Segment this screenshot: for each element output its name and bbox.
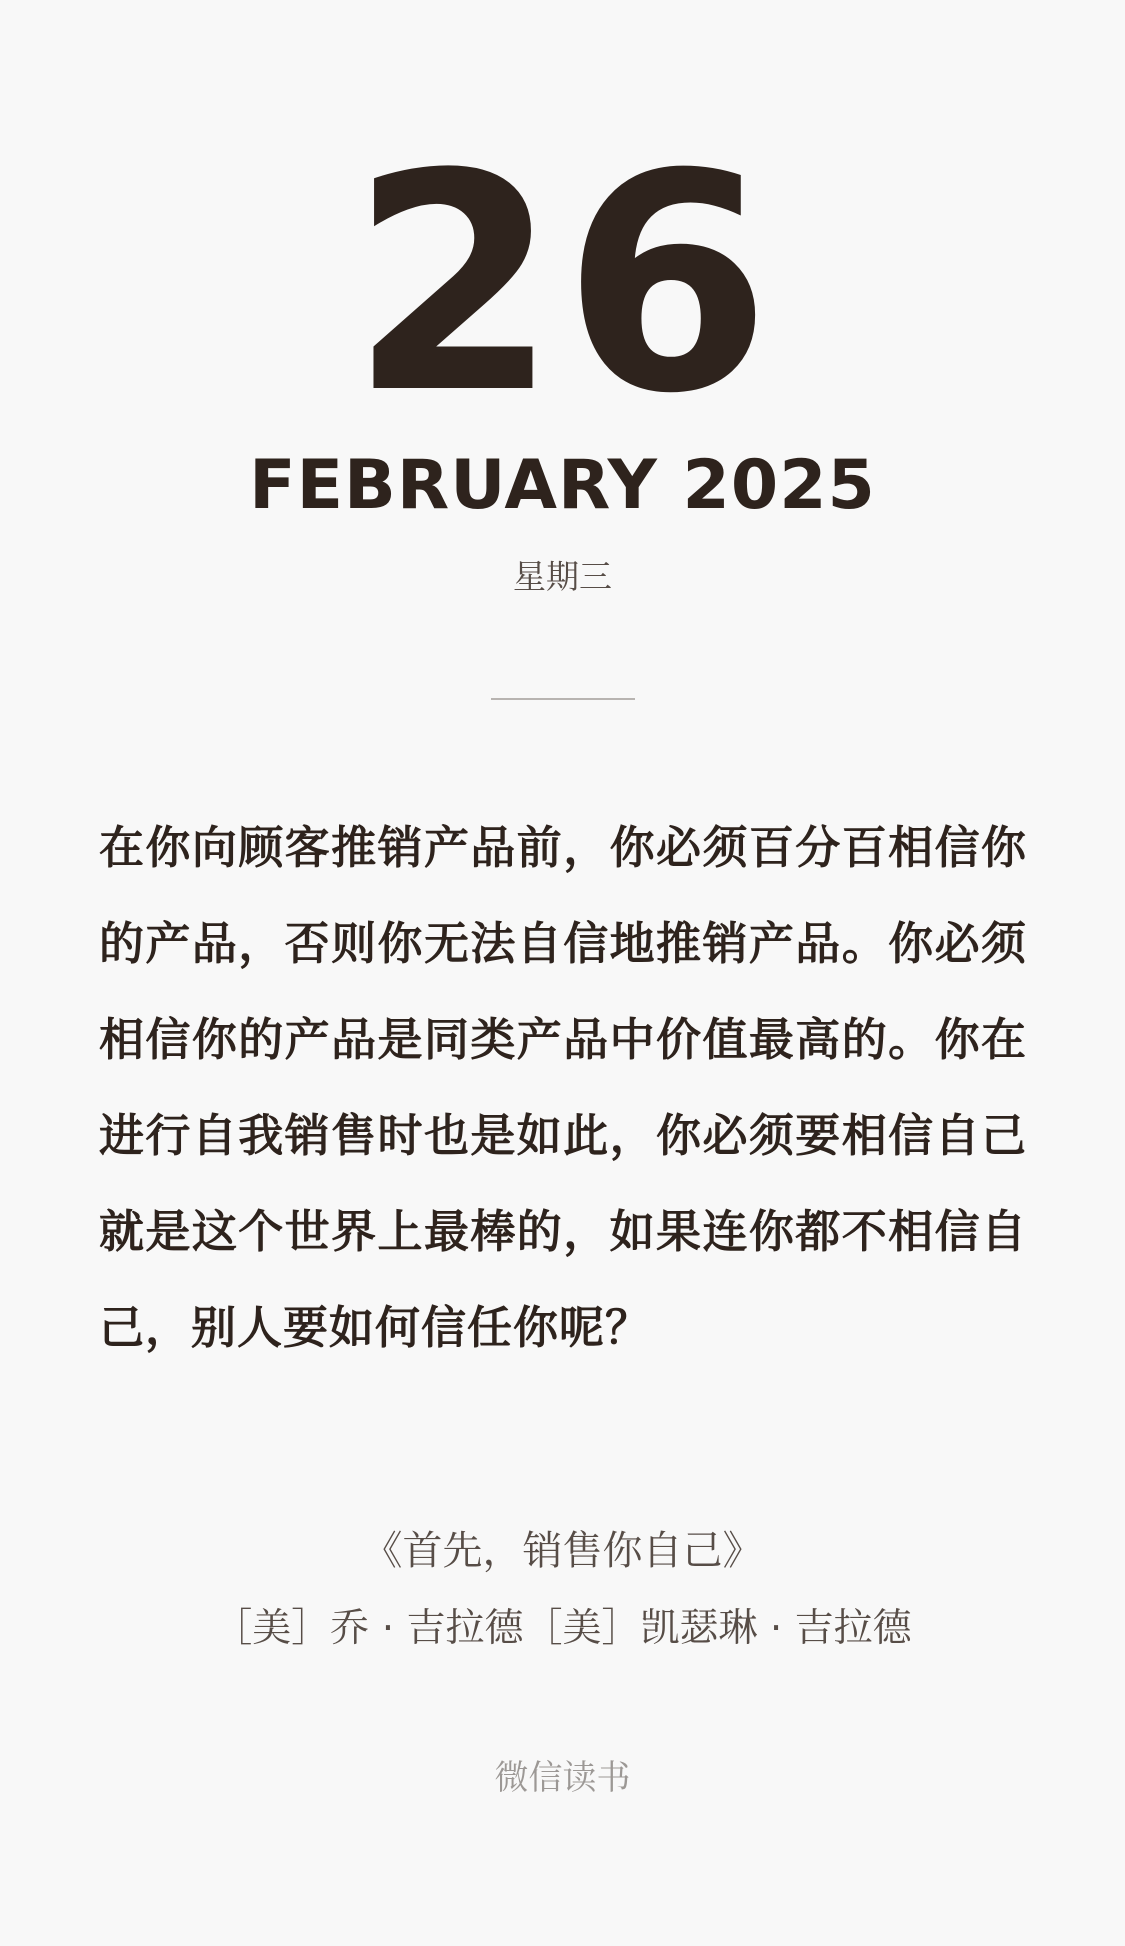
- month-year: FEBRUARY 2025: [249, 446, 876, 525]
- quote-text: 在你向顾客推销产品前，你必须百分百相信你的产品，否则你无法自信地推销产品。你必须相信你的产品是同类产品中价值最高的。你在进行自我销售时也是如此，你必须要相信自己就是这个世界上最棒的，如果连你都不相信自己，别人要如何信任你呢？: [99, 821, 1027, 1354]
- book-authors: ［美］乔 · 吉拉德［美］凯瑟琳 · 吉拉德: [213, 1606, 912, 1651]
- divider-line: [491, 698, 635, 700]
- day-number: 26: [349, 110, 776, 459]
- brand-label: 微信读书: [494, 1758, 631, 1798]
- weekday-label: 星期三: [513, 557, 612, 596]
- book-title: 《首先，销售你自己》: [362, 1528, 763, 1574]
